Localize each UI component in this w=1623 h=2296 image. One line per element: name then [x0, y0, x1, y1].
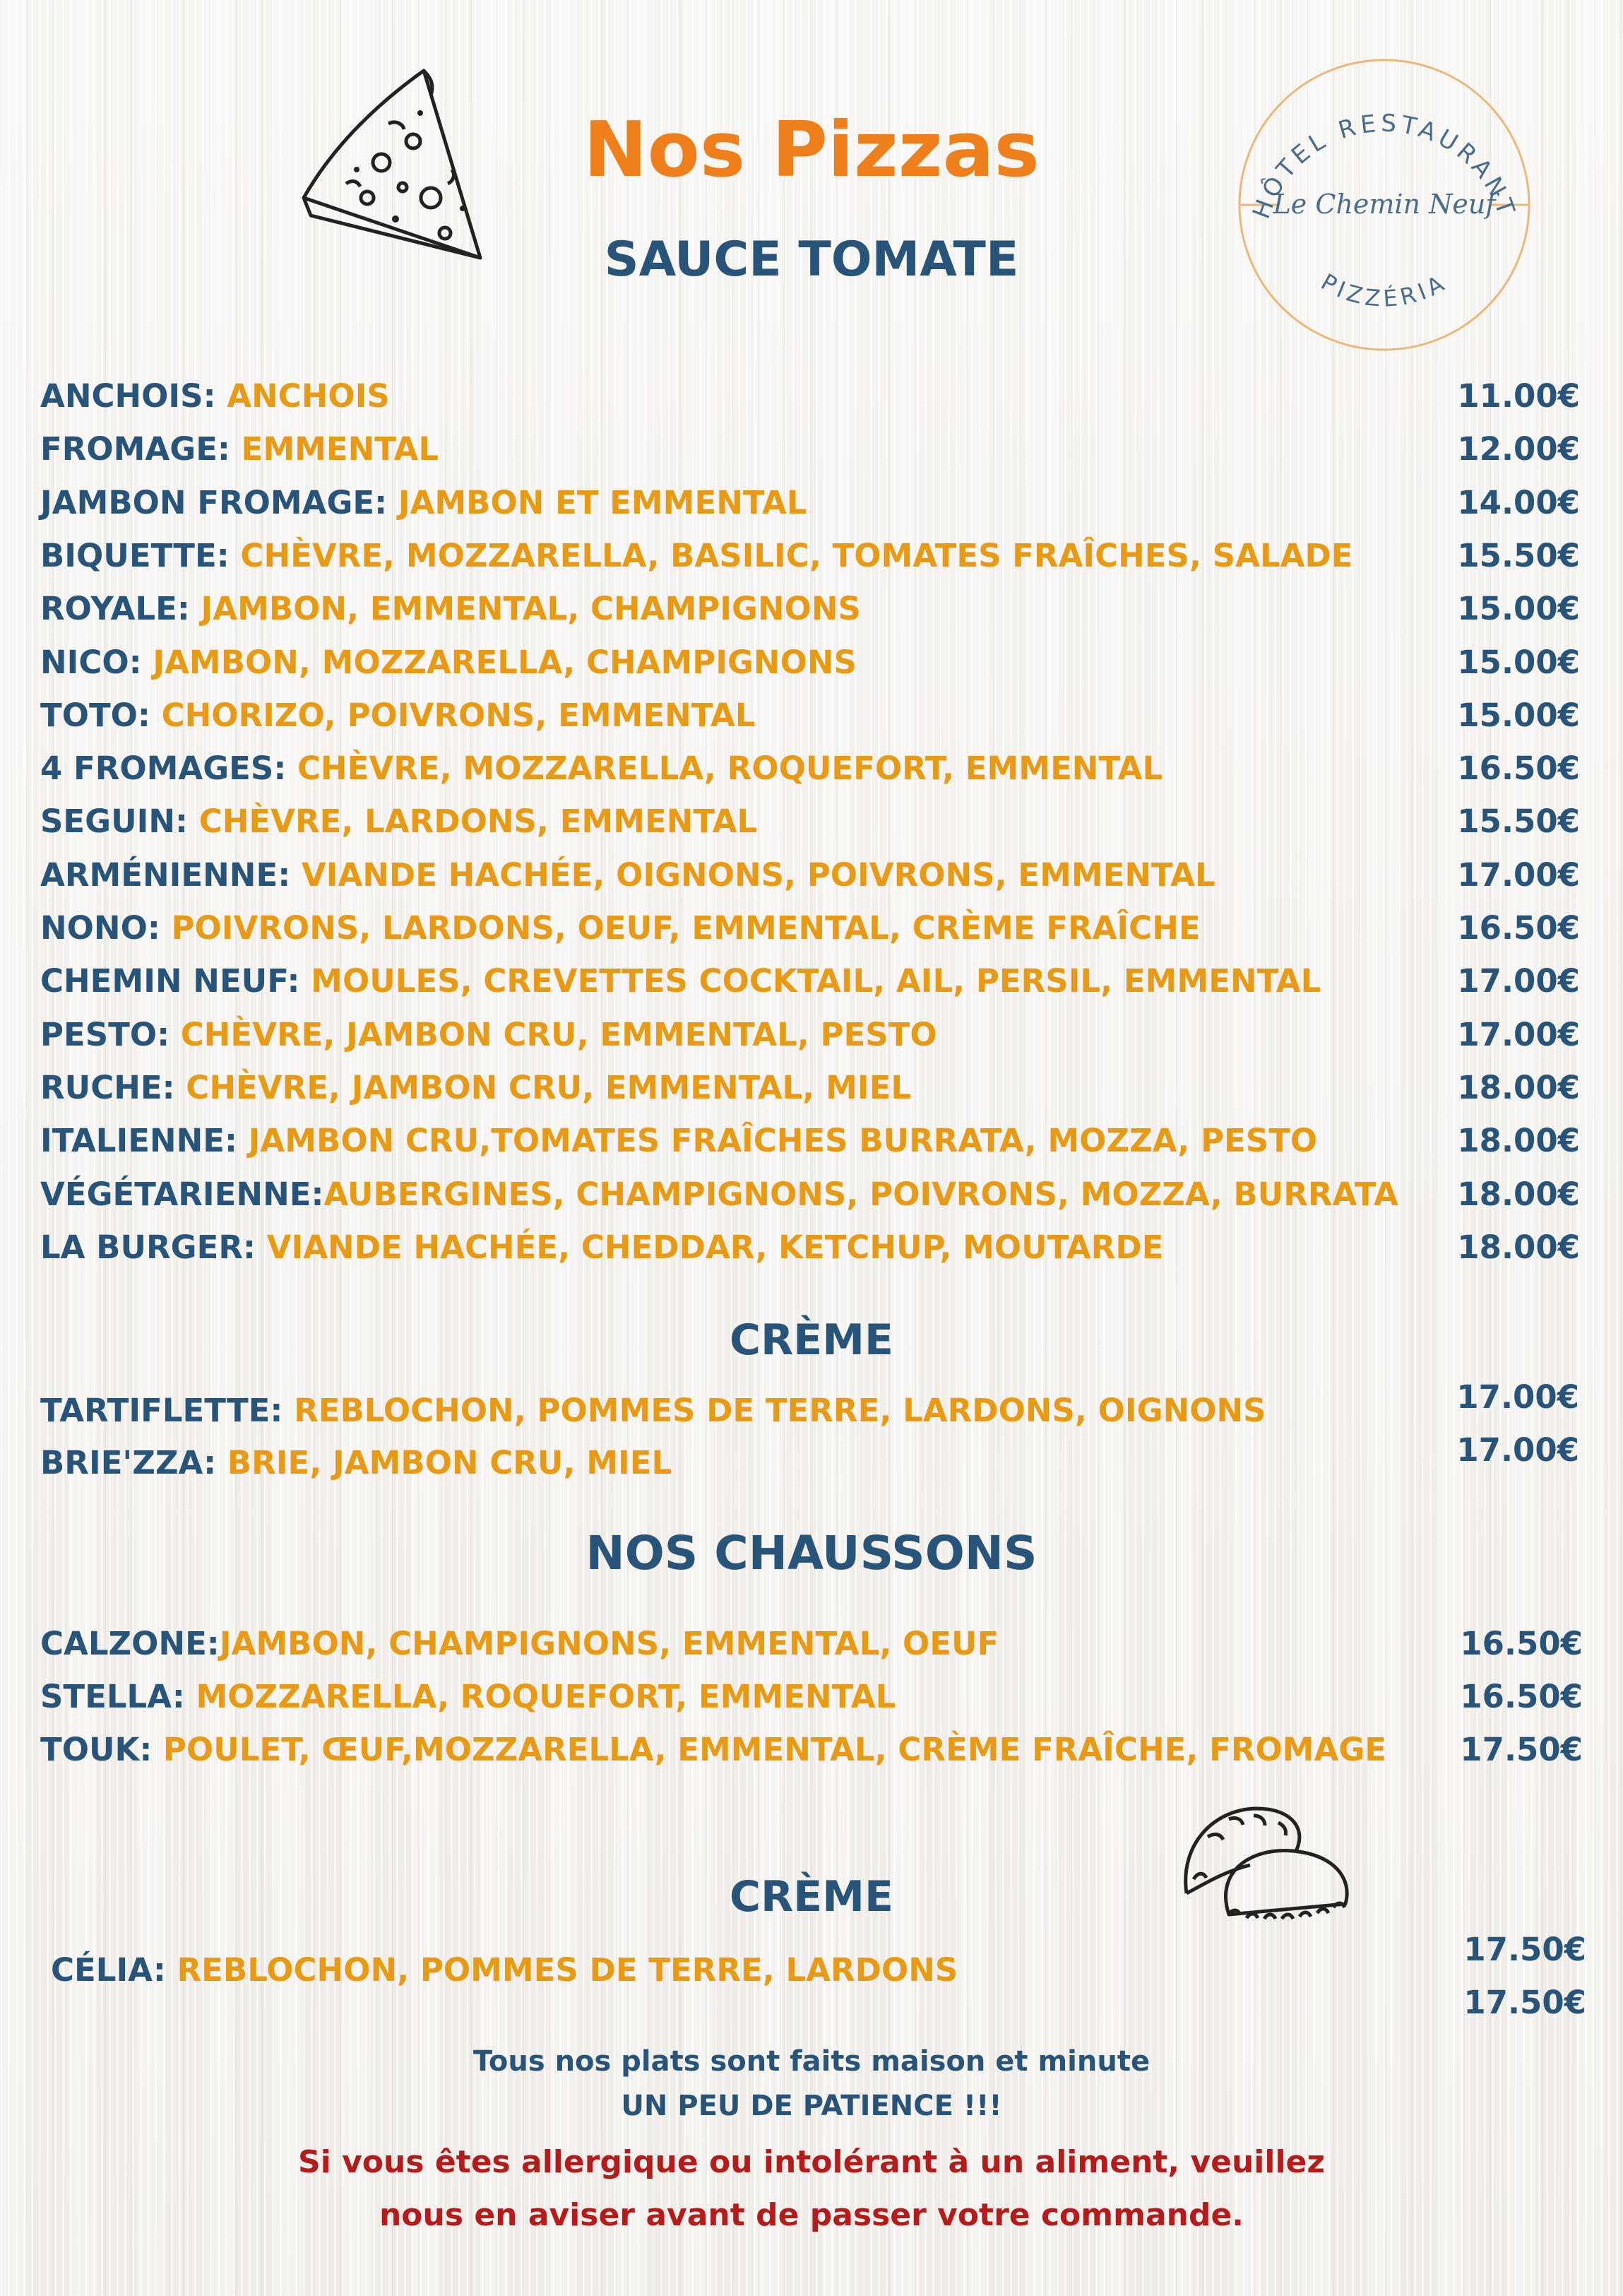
- item-name: NONO:: [40, 909, 160, 947]
- item-price: 15.50€: [1457, 536, 1580, 574]
- item-ingredients: CHORIZO, POIVRONS, EMMENTAL: [150, 696, 756, 734]
- item-price: 17.00€: [1457, 962, 1580, 1000]
- creme-prices: [1367, 1371, 1579, 1477]
- menu-item: [40, 1389, 1580, 1433]
- item-ingredients: CHÈVRE, MOZZARELLA, ROQUEFORT, EMMENTAL: [286, 750, 1163, 788]
- page-title: Nos Pizzas: [583, 106, 1040, 194]
- item-name: BIQUETTE:: [40, 536, 230, 574]
- item-ingredients: CHÈVRE, MOZZARELLA, BASILIC, TOMATES FRAÎCHES, SALADE: [229, 536, 1353, 574]
- item-name: ARMÉNIENNE:: [40, 856, 291, 894]
- item-price: 14.00€: [1457, 483, 1580, 521]
- item-price: 17.50€: [1460, 1731, 1583, 1768]
- section-sauce-tomate: SAUCE TOMATE: [604, 232, 1019, 288]
- item-name: ROYALE:: [40, 590, 190, 628]
- item-name: JAMBON FROMAGE:: [40, 483, 388, 521]
- footer-note: Tous nos plats sont faits maison et minute: [472, 2045, 1151, 2078]
- menu-item: [40, 1119, 1580, 1163]
- item-name: SEGUIN:: [40, 803, 189, 841]
- price: 17.00€: [1456, 1431, 1579, 1469]
- item-name: BRIE'ZZA:: [40, 1444, 217, 1481]
- menu-item: [40, 906, 1580, 950]
- menu-item: [40, 427, 1580, 471]
- section-creme-chaussons: CRÈME: [730, 1872, 893, 1922]
- price: 17.00€: [1456, 1378, 1579, 1416]
- item-price: 12.00€: [1457, 430, 1580, 468]
- menu-item: [40, 1675, 1583, 1719]
- item-name: TOTO:: [40, 696, 150, 734]
- item-ingredients: JAMBON CRU,TOMATES FRAÎCHES BURRATA, MOZZA, PESTO: [237, 1122, 1318, 1160]
- item-price: 15.00€: [1457, 590, 1580, 628]
- item-name: TOUK:: [40, 1731, 153, 1768]
- menu-item: [40, 374, 1580, 418]
- item-price: 18.00€: [1457, 1068, 1580, 1106]
- item-name: TARTIFLETTE:: [40, 1392, 283, 1429]
- menu-item: [40, 1441, 1580, 1485]
- item-name: LA BURGER:: [40, 1228, 256, 1266]
- item-price: 16.50€: [1457, 909, 1580, 947]
- price: 17.50€: [1463, 1931, 1586, 1968]
- item-ingredients: BRIE, JAMBON CRU, MIEL: [216, 1444, 672, 1481]
- section-creme: CRÈME: [730, 1315, 893, 1365]
- menu-item: [40, 1728, 1583, 1772]
- item-ingredients: REBLOCHON, POMMES DE TERRE, LARDONS: [165, 1951, 958, 1989]
- logo-bottom-text: PIZZÉRIA: [1316, 268, 1452, 312]
- item-price: 15.00€: [1457, 643, 1580, 681]
- item-ingredients: CHÈVRE, LARDONS, EMMENTAL: [188, 803, 758, 841]
- item-price: 15.50€: [1457, 803, 1580, 841]
- item-price: 18.00€: [1457, 1228, 1580, 1266]
- item-name: STELLA:: [40, 1678, 185, 1715]
- item-name: CALZONE:: [40, 1625, 220, 1662]
- item-price: 11.00€: [1457, 377, 1580, 415]
- item-ingredients: VIANDE HACHÉE, CHEDDAR, KETCHUP, MOUTARDE: [255, 1228, 1164, 1266]
- menu-item: [40, 853, 1580, 897]
- item-ingredients: AUBERGINES, CHAMPIGNONS, POIVRONS, MOZZA, BURRATA: [323, 1175, 1398, 1213]
- item-ingredients: CHÈVRE, JAMBON CRU, EMMENTAL, PESTO: [170, 1015, 937, 1053]
- menu-item: [40, 641, 1580, 685]
- restaurant-logo: [1229, 49, 1540, 360]
- item-ingredients: CHÈVRE, JAMBON CRU, EMMENTAL, MIEL: [174, 1068, 912, 1106]
- menu-item: [40, 1173, 1580, 1217]
- item-name: PESTO:: [40, 1015, 170, 1053]
- item-ingredients: POIVRONS, LARDONS, OEUF, EMMENTAL, CRÈME FRAÎCHE: [160, 909, 1201, 947]
- item-ingredients: POULET, ŒUF,MOZZARELLA, EMMENTAL, CRÈME FRAÎCHE, FROMAGE: [152, 1731, 1387, 1768]
- menu-item: [40, 1066, 1580, 1110]
- item-name: RUCHE:: [40, 1068, 175, 1106]
- creme-chaussons-prices: [1374, 1923, 1586, 2029]
- menu-item: [40, 1226, 1580, 1270]
- item-name: CHEMIN NEUF:: [40, 962, 300, 1000]
- menu-item: [40, 800, 1580, 844]
- item-ingredients: EMMENTAL: [230, 430, 439, 468]
- item-name: 4 FROMAGES:: [40, 750, 287, 788]
- menu-item: [40, 959, 1580, 1003]
- section-chaussons: NOS CHAUSSONS: [585, 1526, 1038, 1580]
- item-price: 17.00€: [1457, 1015, 1580, 1053]
- item-name: ANCHOIS:: [40, 377, 216, 415]
- item-price: 16.50€: [1460, 1678, 1583, 1715]
- item-price: 18.00€: [1457, 1122, 1580, 1160]
- item-price: 18.00€: [1457, 1175, 1580, 1213]
- item-ingredients: REBLOCHON, POMMES DE TERRE, LARDONS, OIGNONS: [283, 1392, 1266, 1429]
- item-price: 16.50€: [1460, 1625, 1583, 1662]
- menu-item: [40, 694, 1580, 738]
- item-ingredients: JAMBON, CHAMPIGNONS, EMMENTAL, OEUF: [219, 1625, 999, 1662]
- item-name: ITALIENNE:: [40, 1122, 237, 1160]
- logo-top-text: HÔTEL RESTAURANT: [1247, 109, 1521, 223]
- item-name: NICO:: [40, 643, 142, 681]
- item-name: CÉLIA:: [51, 1951, 166, 1989]
- item-price: 17.00€: [1457, 856, 1580, 894]
- price: 17.50€: [1463, 1984, 1586, 2021]
- allergy-warning-line2: nous en aviser avant de passer votre commande.: [379, 2197, 1244, 2233]
- allergy-warning-line1: Si vous êtes allergique ou intolérant à un aliment, veuillez: [298, 2144, 1325, 2180]
- item-ingredients: JAMBON, EMMENTAL, CHAMPIGNONS: [189, 590, 861, 628]
- item-name: VÉGÉTARIENNE:: [40, 1175, 324, 1213]
- item-ingredients: JAMBON ET EMMENTAL: [387, 483, 807, 521]
- menu-item: [40, 587, 1580, 631]
- item-price: 15.00€: [1457, 696, 1580, 734]
- menu-item: [40, 1622, 1583, 1666]
- item-ingredients: MOZZARELLA, ROQUEFORT, EMMENTAL: [184, 1678, 896, 1715]
- footer-patience: UN PEU DE PATIENCE !!!: [621, 2090, 1002, 2122]
- logo-script-text: Le Chemin Neuf: [1273, 189, 1496, 220]
- menu-item: [40, 1013, 1580, 1057]
- menu-item: [40, 747, 1580, 791]
- item-ingredients: JAMBON, MOZZARELLA, CHAMPIGNONS: [141, 643, 857, 681]
- menu-item: [40, 534, 1580, 578]
- menu-item: [51, 1948, 1591, 1992]
- item-name: FROMAGE:: [40, 430, 230, 468]
- item-ingredients: MOULES, CREVETTES COCKTAIL, AIL, PERSIL, EMMENTAL: [299, 962, 1321, 1000]
- item-price: 16.50€: [1457, 750, 1580, 788]
- item-ingredients: ANCHOIS: [215, 377, 390, 415]
- menu-item: [40, 481, 1580, 525]
- item-ingredients: VIANDE HACHÉE, OIGNONS, POIVRONS, EMMENTAL: [290, 856, 1215, 894]
